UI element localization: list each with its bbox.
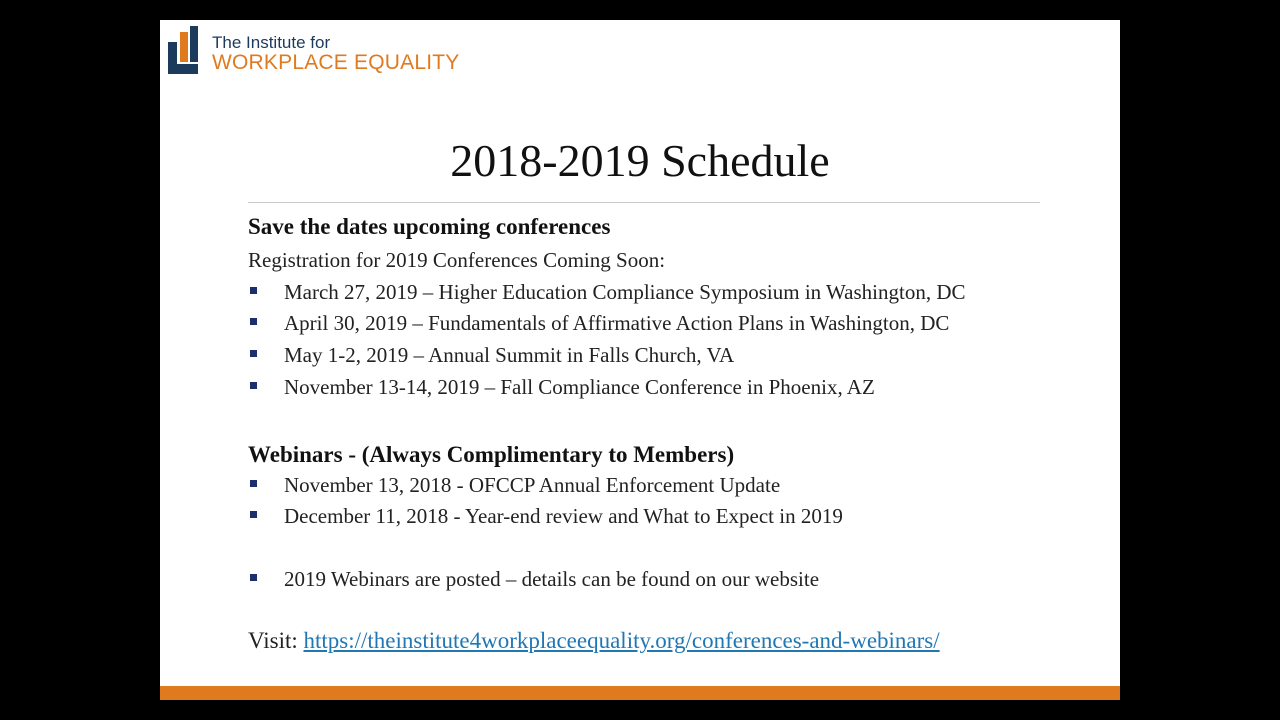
webinars-heading: Webinars - (Always Complimentary to Members) [248, 442, 735, 467]
square-bullet-icon [250, 511, 257, 518]
title-divider [248, 202, 1040, 203]
logo-text-line2: WORKPLACE EQUALITY [212, 51, 460, 74]
webinar-item-text: November 13, 2018 - OFCCP Annual Enforcement Update [284, 473, 781, 497]
square-bullet-icon [250, 350, 257, 357]
footer-accent-bar [160, 686, 1120, 700]
conference-item-text: May 1-2, 2019 – Annual Summit in Falls Church, VA [284, 343, 735, 367]
conference-item-text: November 13-14, 2019 – Fall Compliance Conference in Phoenix, AZ [284, 375, 875, 399]
presentation-slide [160, 20, 1120, 700]
slide-title: 2018-2019 Schedule [450, 135, 830, 186]
conferences-heading: Save the dates upcoming conferences [248, 214, 611, 239]
conference-item-text: March 27, 2019 – Higher Education Compliance Symposium in Washington, DC [284, 280, 966, 304]
square-bullet-icon [250, 287, 257, 294]
webinar-note-text: 2019 Webinars are posted – details can be found on our website [284, 567, 820, 591]
registration-note: Registration for 2019 Conferences Coming Soon: [248, 248, 666, 272]
square-bullet-icon [250, 480, 257, 487]
visit-label: Visit: [248, 628, 304, 653]
conferences-link[interactable]: https://theinstitute4workplaceequality.org/conferences-and-webinars/ [303, 628, 940, 653]
webinar-item-text: December 11, 2018 - Year-end review and What to Expect in 2019 [284, 504, 843, 528]
conference-item-text: April 30, 2019 – Fundamentals of Affirmative Action Plans in Washington, DC [284, 311, 950, 335]
institute-logo [168, 24, 488, 76]
square-bullet-icon [250, 318, 257, 325]
visit-line [248, 628, 940, 654]
logo-text-line1: The Institute for [212, 33, 331, 52]
square-bullet-icon [250, 382, 257, 389]
logo-mark-icon [168, 26, 202, 74]
square-bullet-icon [250, 574, 257, 581]
